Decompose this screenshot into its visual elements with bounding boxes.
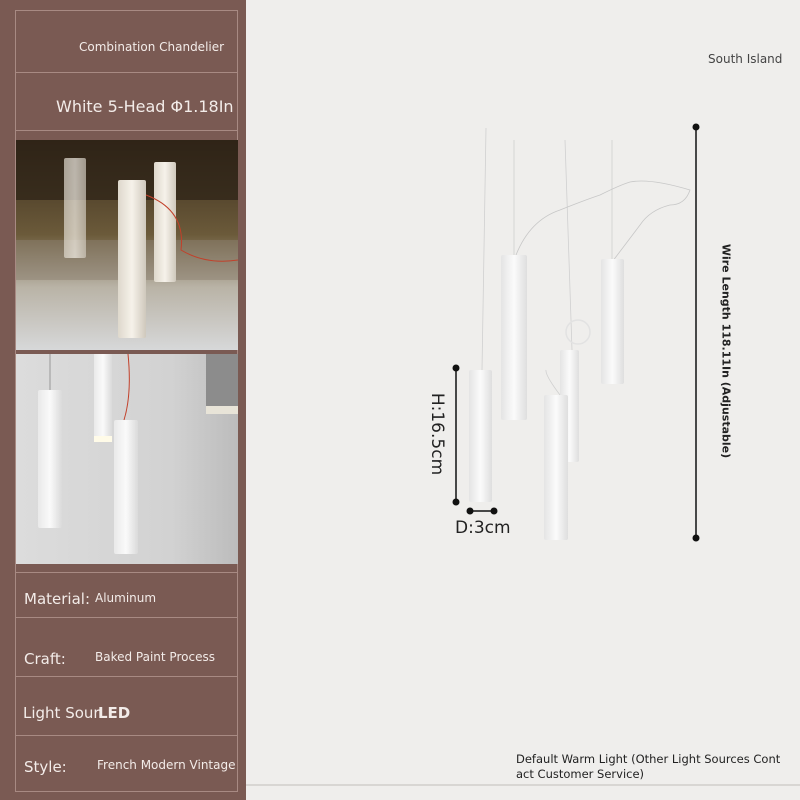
dimension-dot	[453, 499, 460, 506]
pendant-tube	[544, 395, 568, 540]
dimension-dot	[491, 508, 498, 515]
divider	[15, 130, 238, 131]
footer-note-line1: Default Warm Light (Other Light Sources Cont	[516, 752, 781, 766]
spec-value-material: Aluminum	[95, 591, 157, 605]
power-cord	[516, 181, 690, 262]
suspension-wire	[482, 128, 486, 370]
product-illustration	[246, 0, 800, 800]
pendant-tube	[469, 370, 492, 502]
spec-label-light-source: Light Sour	[23, 704, 100, 722]
power-cord	[546, 370, 560, 395]
footer-note-line2: act Customer Service)	[516, 767, 645, 781]
product-variant: White 5-Head Φ1.18In	[56, 97, 234, 116]
diameter-dimension-label: D:3cm	[455, 518, 511, 538]
spec-label-style: Style:	[24, 758, 67, 776]
height-dimension-label: H:16.5cm	[427, 392, 447, 476]
divider	[15, 572, 238, 573]
product-photo-indoor	[16, 354, 238, 564]
suspension-wire	[565, 140, 572, 350]
pendant-tube	[601, 259, 624, 384]
dimension-dot	[467, 508, 474, 515]
product-name: Combination Chandelier	[79, 40, 225, 54]
spec-value-craft: Baked Paint Process	[95, 650, 215, 664]
product-photo-outdoor	[16, 140, 238, 350]
dimension-dot	[693, 124, 700, 131]
dimension-dot	[453, 365, 460, 372]
divider	[15, 617, 238, 618]
bottom-rule	[246, 784, 800, 786]
divider	[15, 676, 238, 677]
spec-value-style: French Modern Vintage	[97, 758, 236, 772]
spec-value-light-source: LED	[98, 704, 131, 722]
brand-label: South Island	[708, 52, 783, 66]
divider	[15, 735, 238, 736]
dimension-dot	[693, 535, 700, 542]
wire-length-label: Wire Length 118.11In (Adjustable)	[719, 243, 733, 459]
divider	[15, 72, 238, 73]
product-photo-outdoor-image	[16, 140, 238, 350]
product-photo-indoor-image	[16, 354, 238, 564]
watermark-logo	[566, 320, 590, 344]
spec-label-material: Material:	[24, 590, 90, 608]
spec-label-craft: Craft:	[24, 650, 66, 668]
pendant-tube	[501, 255, 527, 420]
